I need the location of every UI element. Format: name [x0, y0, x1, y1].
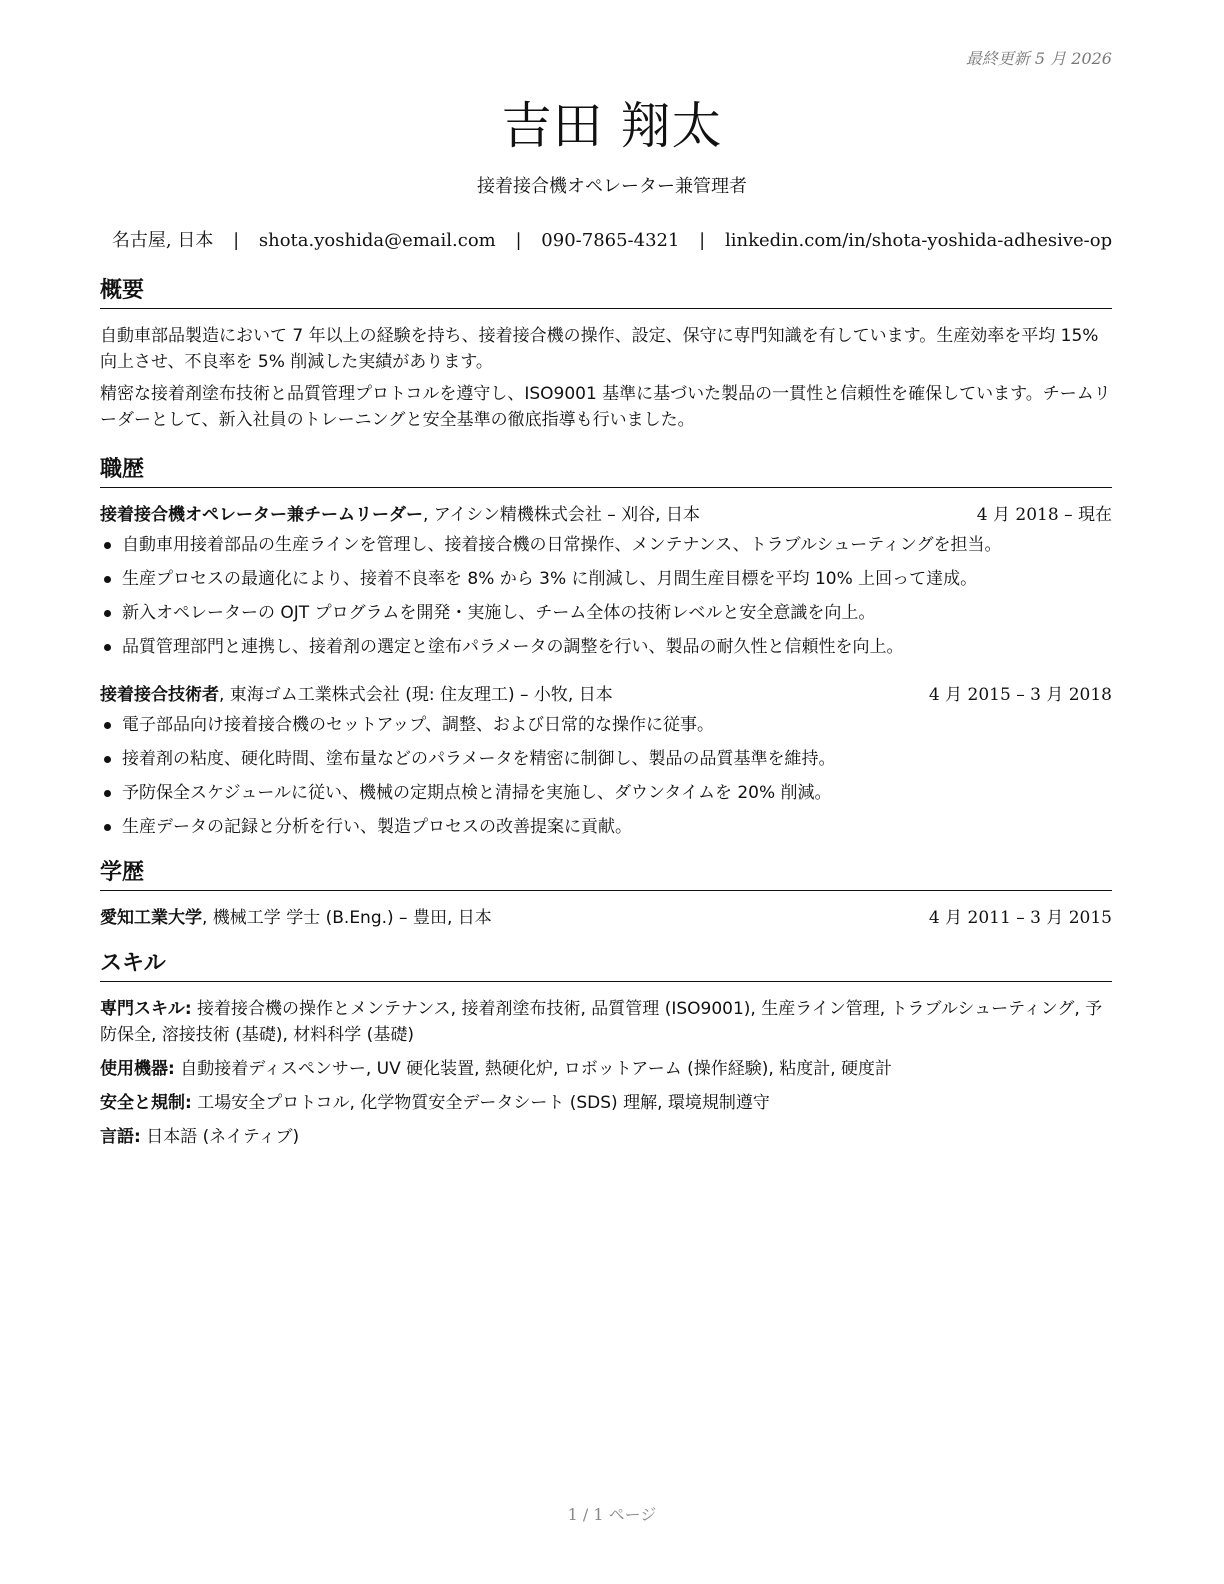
job-entry	[100, 502, 1112, 660]
job-bullet: 予防保全スケジュールに従い、機械の定期点検と清掃を実施し、ダウンタイムを 20% 削減。	[100, 780, 1112, 806]
job-bullets	[100, 532, 1112, 660]
job-role-org	[100, 682, 613, 708]
last-updated: 最終更新 5 月 2026	[965, 49, 1112, 68]
contact-separator: |	[233, 230, 240, 251]
summary-heading: 概要	[100, 276, 1112, 309]
contact-location: 名古屋, 日本	[111, 230, 214, 251]
job-bullet: 新入オペレーターの OJT プログラムを開発・実施し、チーム全体の技術レベルと安全意識を向上。	[100, 600, 1112, 626]
contact-separator: |	[515, 230, 522, 251]
contact-line	[0, 226, 1224, 252]
job-title: 接着接合機オペレーター兼管理者	[477, 176, 747, 197]
education-date: 4 月 2011 – 3 月 2015	[928, 908, 1112, 928]
job-bullet: 電子部品向け接着接合機のセットアップ、調整、および日常的な操作に従事。	[100, 712, 1112, 738]
skill-line	[100, 1056, 1112, 1082]
summary-paragraph: 自動車部品製造において 7 年以上の経験を持ち、接着接合機の操作、設定、保守に専門知識を有しています。生産効率を平均 15% 向上させ、不良率を 5% 削減した実績があります。	[100, 326, 1099, 372]
skill-text: 接着接合機の操作とメンテナンス, 接着剤塗布技術, 品質管理 (ISO9001), 生産ライン管理, トラブルシューティング, 予防保全, 溶接技術 (基礎), 材料科学 (基礎)	[100, 999, 1103, 1045]
job-date: 4 月 2018 – 現在	[976, 505, 1112, 525]
job-bullets	[100, 712, 1112, 840]
skill-text: 工場安全プロトコル, 化学物質安全データシート (SDS) 理解, 環境規制遵守	[191, 1093, 770, 1113]
education-school: 愛知工業大学	[100, 908, 202, 928]
education-heading: 学歴	[100, 858, 1112, 891]
job-role: 接着接合機オペレーター兼チームリーダー	[100, 505, 423, 525]
job-date: 4 月 2015 – 3 月 2018	[928, 685, 1112, 705]
resume-content	[100, 276, 1112, 1158]
job-bullet: 自動車用接着部品の生産ラインを管理し、接着接合機の日常操作、メンテナンス、トラブルシューティングを担当。	[100, 532, 1112, 558]
experience-section	[100, 455, 1112, 840]
job-org: , アイシン精機株式会社 – 刈谷, 日本	[423, 505, 700, 525]
job-role: 接着接合技術者	[100, 685, 219, 705]
job-entry	[100, 682, 1112, 840]
education-school-detail	[100, 905, 492, 931]
skill-text: 自動接着ディスペンサー, UV 硬化装置, 熱硬化炉, ロボットアーム (操作経験), 粘度計, 硬度計	[174, 1059, 893, 1079]
contact-phone: 090-7865-4321	[541, 230, 680, 251]
skill-label: 言語:	[100, 1127, 141, 1147]
job-org: , 東海ゴム工業株式会社 (現: 住友理工) – 小牧, 日本	[219, 685, 613, 705]
education-entry	[100, 905, 1112, 931]
page-number: 1 / 1 ページ	[567, 1505, 657, 1524]
skill-label: 使用機器:	[100, 1059, 175, 1079]
skill-label: 専門スキル:	[100, 999, 192, 1019]
job-bullet: 接着剤の粘度、硬化時間、塗布量などのパラメータを精密に制御し、製品の品質基準を維持。	[100, 746, 1112, 772]
job-bullet: 生産データの記録と分析を行い、製造プロセスの改善提案に貢献。	[100, 814, 1112, 840]
education-section	[100, 858, 1112, 931]
job-header	[100, 502, 1112, 528]
job-role-org	[100, 502, 700, 528]
skill-line	[100, 1124, 1112, 1150]
experience-heading: 職歴	[100, 455, 1112, 488]
contact-linkedin-link[interactable]: linkedin.com/in/shota-yoshida-adhesive-op	[724, 230, 1113, 251]
job-bullet: 生産プロセスの最適化により、接着不良率を 8% から 3% に削減し、月間生産目標を平均 10% 上回って達成。	[100, 566, 1112, 592]
skills-heading: スキル	[100, 949, 1112, 982]
job-header	[100, 682, 1112, 708]
job-bullet: 品質管理部門と連携し、接着剤の選定と塗布パラメータの調整を行い、製品の耐久性と信頼性を向上。	[100, 634, 1112, 660]
summary-section	[100, 276, 1112, 433]
education-detail: , 機械工学 学士 (B.Eng.) – 豊田, 日本	[202, 908, 492, 928]
skill-text: 日本語 (ネイティブ)	[140, 1127, 300, 1147]
skill-label: 安全と規制:	[100, 1093, 192, 1113]
contact-email-link[interactable]: shota.yoshida@email.com	[258, 230, 496, 251]
summary-paragraph: 精密な接着剤塗布技術と品質管理プロトコルを遵守し、ISO9001 基準に基づいた製品の一貫性と信頼性を確保しています。チームリーダーとして、新入社員のトレーニングと安全基準の徹底指導も行いました。	[100, 384, 1111, 430]
skill-line	[100, 996, 1112, 1048]
skills-section	[100, 949, 1112, 1150]
skill-line	[100, 1090, 1112, 1116]
contact-separator: |	[699, 230, 706, 251]
candidate-name: 吉田 翔太	[501, 97, 723, 155]
